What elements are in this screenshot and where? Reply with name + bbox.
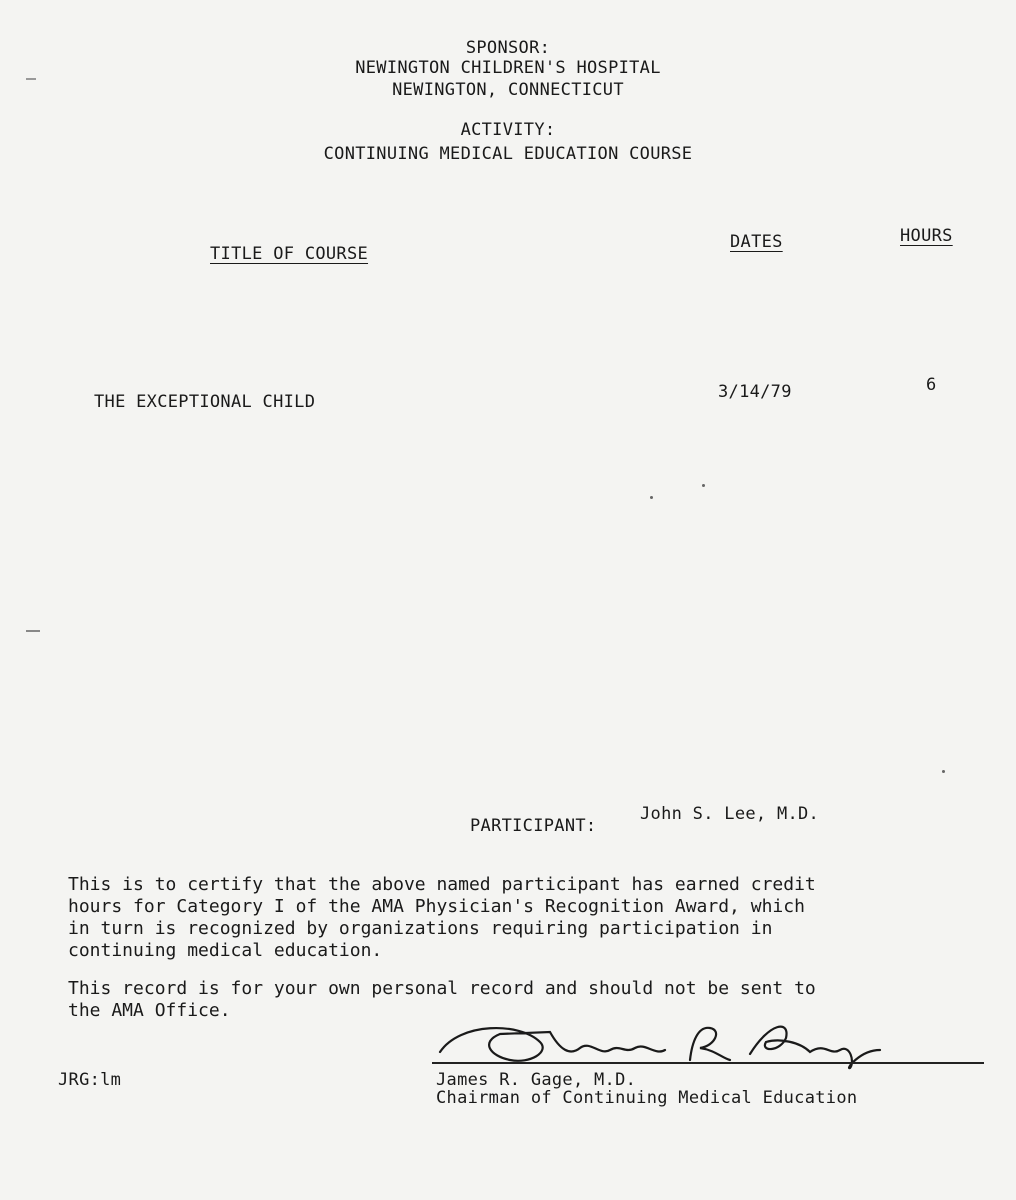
scan-mark [26,630,40,632]
sponsor-label: SPONSOR: [465,38,551,58]
course-title: THE EXCEPTIONAL CHILD [94,392,316,412]
note-line: the AMA Office. [68,1000,231,1021]
signature-line [432,1062,984,1064]
scan-speck [650,496,653,499]
participant-name: John S. Lee, M.D. [640,804,820,824]
scan-speck [942,770,945,773]
column-header-hours: HOURS [900,226,953,246]
course-hours: 6 [926,375,937,395]
show-through-text [62,356,73,376]
column-header-dates: DATES [730,232,783,252]
typist-initials: JRG:lm [58,1070,122,1090]
scan-mark [26,78,36,80]
note-line: This record is for your own personal record and should not be sent to [68,978,816,999]
sponsor-location: NEWINGTON, CONNECTICUT [392,80,624,100]
course-date: 3/14/79 [718,382,792,402]
scan-speck [702,484,705,487]
participant-label: PARTICIPANT: [470,816,597,836]
column-header-title: TITLE OF COURSE [210,244,369,264]
certification-line: continuing medical education. [68,940,383,961]
certification-line: in turn is recognized by organizations requiring participation in [68,918,773,939]
activity-label: ACTIVITY: [460,120,556,140]
signatory-name: James R. Gage, M.D. [436,1070,637,1090]
signatory-title: Chairman of Continuing Medical Education [436,1088,858,1108]
sponsor-name: NEWINGTON CHILDREN'S HOSPITAL [355,58,661,78]
certification-line: hours for Category I of the AMA Physician's Recognition Award, which [68,896,805,917]
activity-name: CONTINUING MEDICAL EDUCATION COURSE [323,144,693,164]
certification-line: This is to certify that the above named participant has earned credit [68,874,816,895]
